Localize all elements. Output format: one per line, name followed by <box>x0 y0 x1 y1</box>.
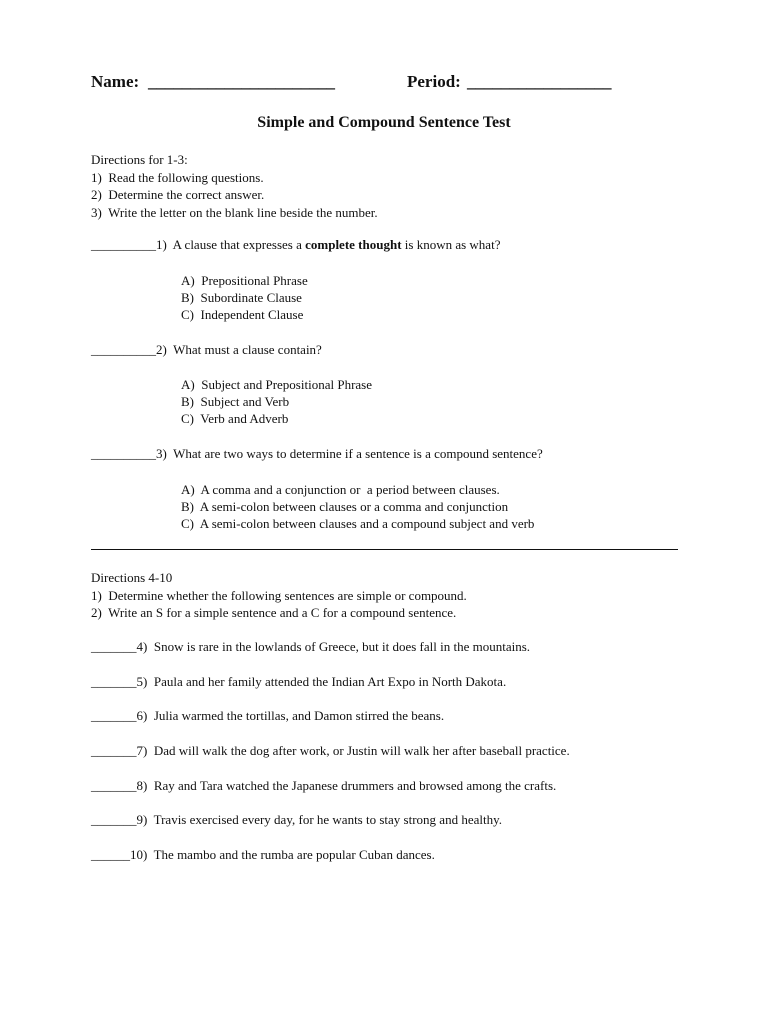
directions-4-10 <box>91 569 467 622</box>
question-5 <box>91 674 506 690</box>
directions-heading: Directions 4-10 <box>91 570 173 585</box>
question-number: 3) <box>156 446 167 461</box>
question-7 <box>91 743 570 759</box>
question-1 <box>91 237 500 253</box>
question-text: Julia warmed the tortillas, and Damon stirred the beans. <box>147 708 445 723</box>
answer-option: A) Subject and Prepositional Phrase <box>181 377 372 392</box>
question-number: 1) <box>156 237 167 252</box>
question-number: 2) <box>156 342 167 357</box>
answer-blank: __________ <box>91 446 156 461</box>
question-number: 10) <box>130 847 148 862</box>
answer-option: C) A semi-colon between clauses and a compound subject and verb <box>181 516 535 532</box>
answer-blank: __________ <box>91 237 156 252</box>
question-2 <box>91 342 322 358</box>
answer-blank: _______ <box>91 812 137 827</box>
answer-blank: _______ <box>91 674 137 689</box>
name-label: Name: <box>91 72 140 91</box>
question-text: What must a clause contain? <box>166 342 322 357</box>
answer-option: B) A semi-colon between clauses or a comma and conjunction <box>181 499 509 515</box>
answer-option: B) Subordinate Clause <box>181 290 302 306</box>
answer-blank: _______ <box>91 639 137 654</box>
question-4 <box>91 639 530 655</box>
direction-item: 1) Determine whether the following sentences are simple or compound. <box>91 587 467 603</box>
answer-option: C) Independent Clause <box>181 307 304 323</box>
question-3 <box>91 446 543 462</box>
direction-item: 2) Determine the correct answer. <box>91 187 265 202</box>
answer-option: A) Prepositional Phrase <box>181 273 308 288</box>
question-text: is known as what? <box>401 237 501 252</box>
question-number: 7) <box>136 743 148 758</box>
page-title: Simple and Compound Sentence Test <box>257 114 511 131</box>
answer-blank: _______ <box>91 743 137 758</box>
question-text: Paula and her family attended the Indian Art Expo in North Dakota. <box>147 674 507 689</box>
question-number: 4) <box>136 639 148 654</box>
directions-heading: Directions for 1-3: <box>91 152 188 167</box>
answer-blank: _______ <box>91 708 137 723</box>
directions-1-3 <box>91 151 378 221</box>
question-6 <box>91 708 444 724</box>
question-text: A clause that expresses a <box>166 237 306 252</box>
direction-item: 3) Write the letter on the blank line beside the number. <box>91 204 378 220</box>
answer-option: B) Subject and Verb <box>181 394 290 410</box>
answer-blank: _______ <box>91 778 137 793</box>
direction-item: 2) Write an S for a simple sentence and a C for a compound sentence. <box>91 605 457 620</box>
question-8 <box>91 778 556 794</box>
section-divider <box>91 549 678 550</box>
question-number: 5) <box>136 674 148 689</box>
question-number: 8) <box>136 778 148 793</box>
period-blank-line: _________________ <box>467 72 612 91</box>
answer-blank: ______ <box>91 847 130 862</box>
question-3-options <box>181 481 534 533</box>
answer-blank: __________ <box>91 342 156 357</box>
question-text: Ray and Tara watched the Japanese drummers and browsed among the crafts. <box>147 778 557 793</box>
question-number: 9) <box>136 812 148 827</box>
question-1-options <box>181 272 308 324</box>
question-text: Travis exercised every day, for he wants to stay strong and healthy. <box>147 812 502 827</box>
question-number: 6) <box>136 708 148 723</box>
question-2-options <box>181 376 372 428</box>
direction-item: 1) Read the following questions. <box>91 169 264 185</box>
name-blank-line: ______________________ <box>148 72 335 91</box>
question-9 <box>91 812 502 828</box>
question-text: Dad will walk the dog after work, or Justin will walk her after baseball practice. <box>147 743 570 758</box>
question-text: Snow is rare in the lowlands of Greece, but it does fall in the mountains. <box>147 639 531 654</box>
answer-option: A) A comma and a conjunction or a period between clauses. <box>181 482 500 497</box>
question-text-bold: complete thought <box>305 237 402 252</box>
question-10 <box>91 847 435 863</box>
question-text: What are two ways to determine if a sentence is a compound sentence? <box>166 446 543 461</box>
answer-option: C) Verb and Adverb <box>181 411 289 427</box>
question-text: The mambo and the rumba are popular Cuban dances. <box>147 847 435 862</box>
period-label: Period: <box>407 72 461 91</box>
